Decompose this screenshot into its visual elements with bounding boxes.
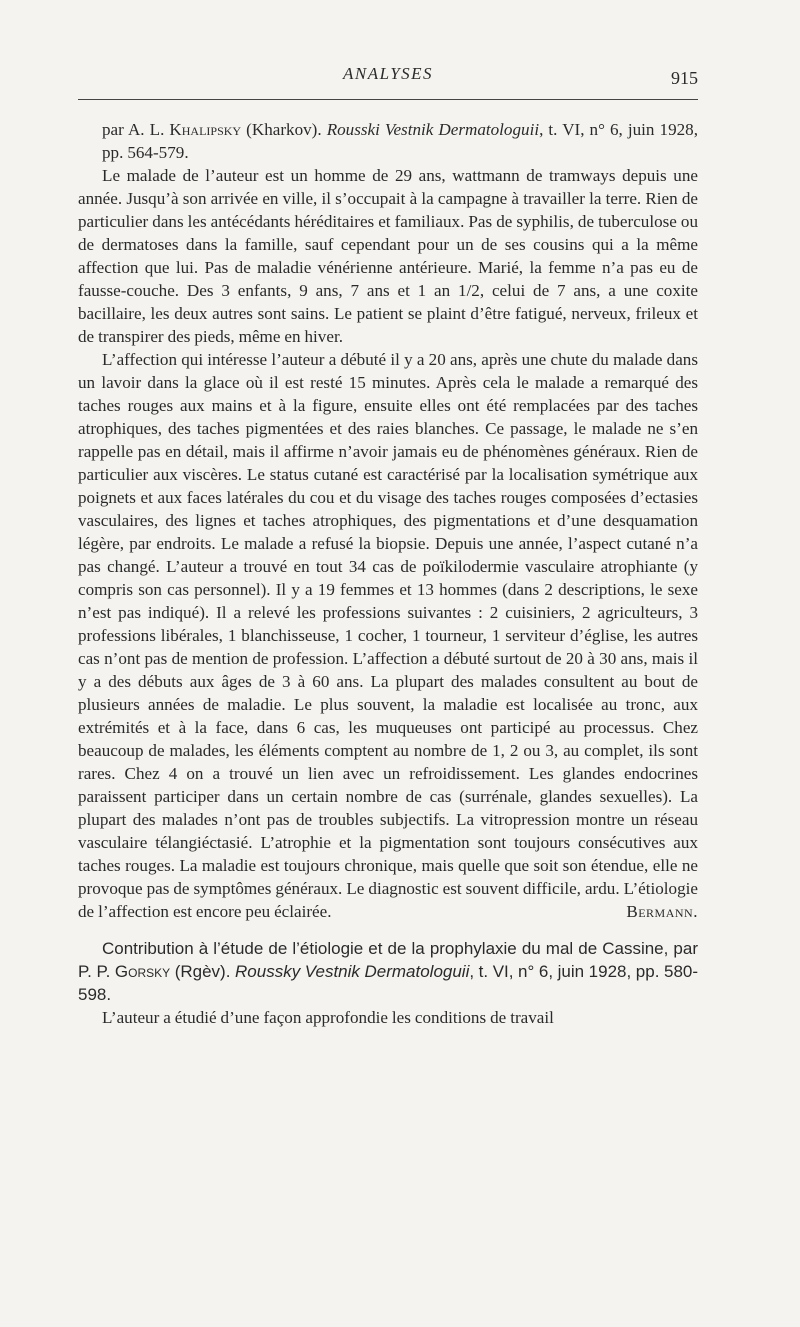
page-header: [78, 64, 698, 104]
article1-paragraph-2: [78, 348, 698, 923]
header-rule: [78, 99, 698, 100]
article1-citation: [78, 118, 698, 164]
body-text: [78, 118, 698, 1029]
article1-paragraph-2-text: L’affection qui intéresse l’auteur a débuté il y a 20 ans, après une chute du malade dans un lavoir dans la glace où il est resté 15 minutes. Après cela le malade a remarqué des taches rouges aux mains et à la figure, ensuite elles ont été remplacées par des taches atrophiques, des taches pigmentées et des raies blanches. Ce passage, le malade ne s’en rappelle pas en détail, mais il affirme n’avoir jamais eu de phénomènes généraux. Rien de particulier aux viscères. Le status cutané est caractérisé par la localisation symétrique aux poignets et aux faces latérales du cou et du visage des taches rouges composées d’ectasies vasculaires, des lignes et taches atrophiques, des pigmentations et d’une desquamation légère, par endroits. Le malade a refusé la biopsie. Depuis une année, l’aspect cutané n’a pas changé. L’auteur a trouvé en tout 34 cas de poïkilodermie vasculaire atrophiante (y compris son cas personnel). Il y a 19 femmes et 13 hommes (dans 2 descriptions, le sexe n’est pas indiqué). Il a relevé les professions suivantes : 2 cuisiniers, 2 agriculteurs, 3 professions libérales, 1 blanchisseuse, 1 cocher, 1 tourneur, 1 serviteur d’église, les autres cas n’ont pas de mention de profession. L’affection a débuté surtout de 20 à 30 ans, mais il y a des débuts aux âges de 3 à 60 ans. La plupart des malades consultent au bout de plusieurs années de maladie. Le plus souvent, la maladie est localisée au tronc, aux extrémités et à la face, dans 6 cas, les muqueuses ont participé au processus. Chez beaucoup de malades, les éléments comptent au nombre de 1, 2 ou 3, au complet, ils sont rares. Chez 4 on a trouvé un lien avec un refroidissement. Les glandes endocrines paraissent participer dans un certain nombre de cas (surrénale, glandes sexuelles). La plupart des malades n’ont pas de troubles subjectifs. La vitropression montre un réseau vasculaire télangiéctasié. L’atrophie et la pigmentation sont toujours consécutives aux taches rouges. La maladie est toujours chronique, mais quelle que soit son étendue, elle ne provoque pas de symptômes généraux. Le diagnostic est souvent difficile, ardu. L’étiologie de l’affection est encore peu éclairée.: [78, 350, 698, 921]
citation-prefix: par P. P.: [78, 939, 698, 981]
citation-journal: Roussky Vestnik Dermatologuii: [235, 962, 470, 981]
article1-paragraph-1: Le malade de l’auteur est un homme de 29 ans, wattmann de tramways depuis une année. Jusqu’à son arrivée en ville, il s’occupait à la campagne à travailler la terre. Rien de particulier dans les antécédants héréditaires et familiaux. Pas de syphilis, de tuberculose ou de dermatoses dans la famille, sauf cependant pour un de ses cousins qui a la même affection que lui. Pas de maladie vénérienne antérieure. Marié, la femme n’a pas eu de fausse-couche. Des 3 enfants, 9 ans, 7 ans et 1 an 1/2, celui de 7 ans, a une coxite bacillaire, les deux autres sont sains. Le patient se plaint d’être fatigué, nerveux, frileux et de transpirer des pieds, même en hiver.: [78, 166, 698, 346]
citation-details: , t. VI, n° 6, juin 1928, pp. 580-598.: [78, 962, 699, 1004]
page-number: 915: [671, 68, 698, 88]
citation-author: Khalipsky: [169, 120, 242, 139]
article2-paragraph-1: L’auteur a étudié d’une façon approfondie les conditions de travail: [102, 1008, 554, 1027]
article2-title: Contribution à l’étude de l’étiologie et de la prophylaxie du mal de Cassine,: [102, 939, 669, 958]
article2-heading: [78, 937, 698, 1006]
running-title: ANALYSES: [342, 64, 434, 83]
citation-details: , t. VI, n° 6, juin 1928, pp. 564-579.: [102, 120, 698, 162]
citation-location: (Rgèv).: [170, 962, 236, 981]
signature: Bermann.: [626, 902, 698, 921]
citation-location: (Kharkov).: [241, 120, 327, 139]
citation-prefix: par A. L.: [102, 120, 170, 139]
citation-journal: Rousski Vestnik Dermatologuii: [326, 120, 540, 139]
citation-author: Gorsky: [114, 962, 171, 981]
